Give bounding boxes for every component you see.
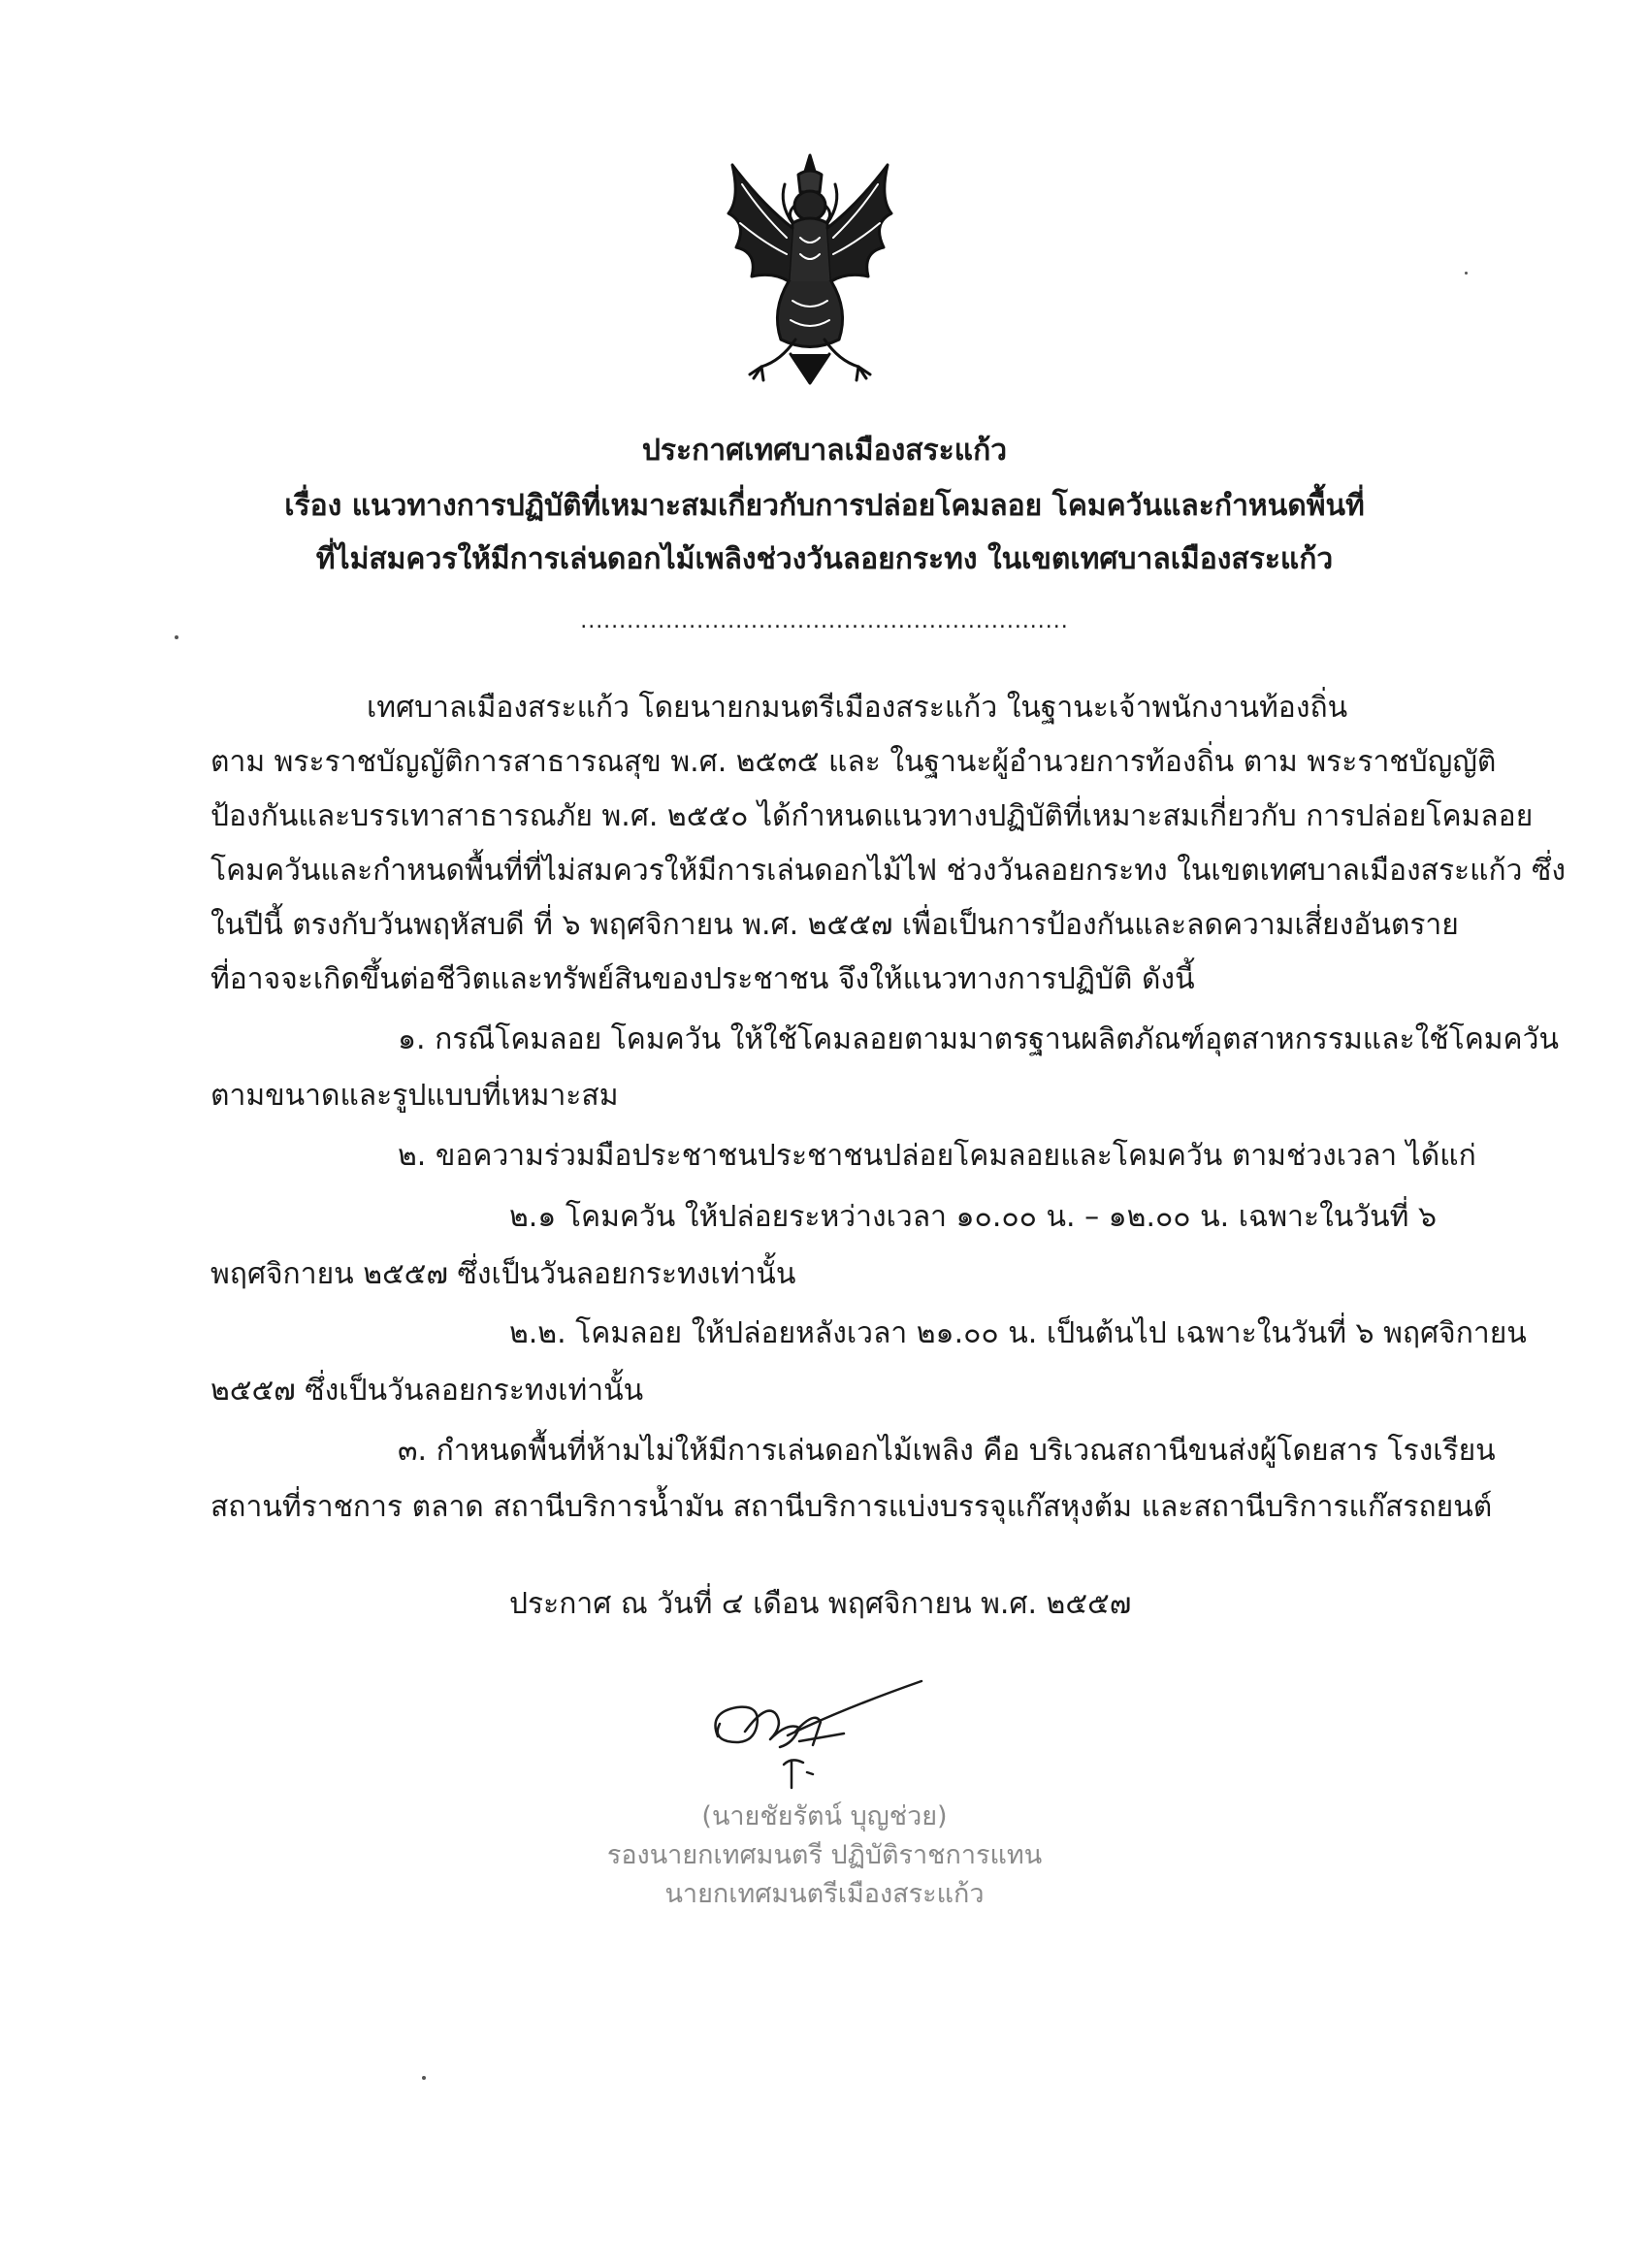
item-2-1-line-1: ๒.๑ โคมควัน ให้ปล่อยระหว่างเวลา ๑๐.๐๐ น. – ๑๒.๐๐ น. เฉพาะในวันที่ ๖ xyxy=(509,1200,1438,1234)
dotted-separator: ............................................................... xyxy=(580,609,1069,633)
garuda-emblem xyxy=(703,146,917,388)
scan-speck xyxy=(422,2076,426,2080)
announcement-title: ประกาศเทศบาลเมืองสระแก้ว xyxy=(641,434,1008,468)
item-2-2-line-2: ๒๕๕๗ ซึ่งเป็นวันลอยกระทงเท่านั้น xyxy=(210,1374,644,1408)
item-1-line-2: ตามขนาดและรูปแบบที่เหมาะสม xyxy=(210,1079,619,1113)
item-2-line-1: ๒. ขอความร่วมมือประชาชนประชาชนปล่อยโคมลอยและโคมควัน ตามช่วงเวลา ได้แก่ xyxy=(398,1139,1476,1173)
subject-line-1: เรื่อง แนวทางการปฏิบัติที่เหมาะสมเกี่ยวกับการปล่อยโคมลอย โคมควันและกำหนดพื้นที่ xyxy=(284,489,1365,523)
handwritten-signature xyxy=(698,1664,931,1799)
item-3-line-2: สถานที่ราชการ ตลาด สถานีบริการน้ำมัน สถานีบริการแบ่งบรรจุแก๊สหุงต้ม และสถานีบริการแก๊สรถยนต์ xyxy=(210,1490,1493,1524)
item-3-line-1: ๓. กำหนดพื้นที่ห้ามไม่ให้มีการเล่นดอกไม้เพลิง คือ บริเวณสถานีขนส่งผู้โดยสาร โรงเรียน xyxy=(398,1434,1496,1468)
intro-line-6: ที่อาจจะเกิดขึ้นต่อชีวิตและทรัพย์สินของประชาชน จึงให้แนวทางการปฏิบัติ ดังนี้ xyxy=(210,962,1195,996)
scan-speck xyxy=(175,635,178,639)
signatory-position-2: นายกเทศมนตรีเมืองสระแก้ว xyxy=(664,1879,985,1909)
subject-line-2: ที่ไม่สมควรให้มีการเล่นดอกไม้เพลิงช่วงวันลอยกระทง ในเขตเทศบาลเมืองสระแก้ว xyxy=(315,542,1334,576)
intro-line-3: ป้องกันและบรรเทาสาธารณภัย พ.ศ. ๒๕๕๐ ได้กำหนดแนวทางปฏิบัติที่เหมาะสมเกี่ยวกับ การปล่อยโคมลอย xyxy=(210,799,1534,833)
scan-speck xyxy=(1465,272,1468,275)
item-2-1-line-2: พฤศจิกายน ๒๕๕๗ ซึ่งเป็นวันลอยกระทงเท่านั้น xyxy=(210,1257,796,1291)
intro-line-5: ในปีนี้ ตรงกับวันพฤหัสบดี ที่ ๖ พฤศจิกายน พ.ศ. ๒๕๕๗ เพื่อเป็นการป้องกันและลดความเสี่ยงอันตราย xyxy=(210,908,1459,942)
intro-line-2: ตาม พระราชบัญญัติการสาธารณสุข พ.ศ. ๒๕๓๕ และ ในฐานะผู้อำนวยการท้องถิ่น ตาม พระราชบัญญัติ xyxy=(210,745,1497,779)
intro-line-1: เทศบาลเมืองสระแก้ว โดยนายกมนตรีเมืองสระแก้ว ในฐานะเจ้าพนักงานท้องถิ่น xyxy=(367,691,1348,725)
signatory-name: (นายชัยรัตน์ บุญช่วย) xyxy=(701,1801,948,1831)
item-1-line-1: ๑. กรณีโคมลอย โคมควัน ให้ใช้โคมลอยตามมาตรฐานผลิตภัณฑ์อุตสาหกรรมและใช้โคมควัน xyxy=(398,1022,1559,1056)
announcement-date: ประกาศ ณ วันที่ ๔ เดือน พฤศจิกายน พ.ศ. ๒๕๕๗ xyxy=(509,1587,1132,1621)
intro-line-4: โคมควันและกำหนดพื้นที่ที่ไม่สมควรให้มีการเล่นดอกไม้ไฟ ช่วงวันลอยกระทง ในเขตเทศบาลเมืองสระแก้ว ซึ่ง xyxy=(210,854,1567,888)
item-2-2-line-1: ๒.๒. โคมลอย ให้ปล่อยหลังเวลา ๒๑.๐๐ น. เป็นต้นไป เฉพาะในวันที่ ๖ พฤศจิกายน xyxy=(509,1316,1527,1350)
signatory-position-1: รองนายกเทศมนตรี ปฏิบัติราชการแทน xyxy=(606,1840,1043,1870)
